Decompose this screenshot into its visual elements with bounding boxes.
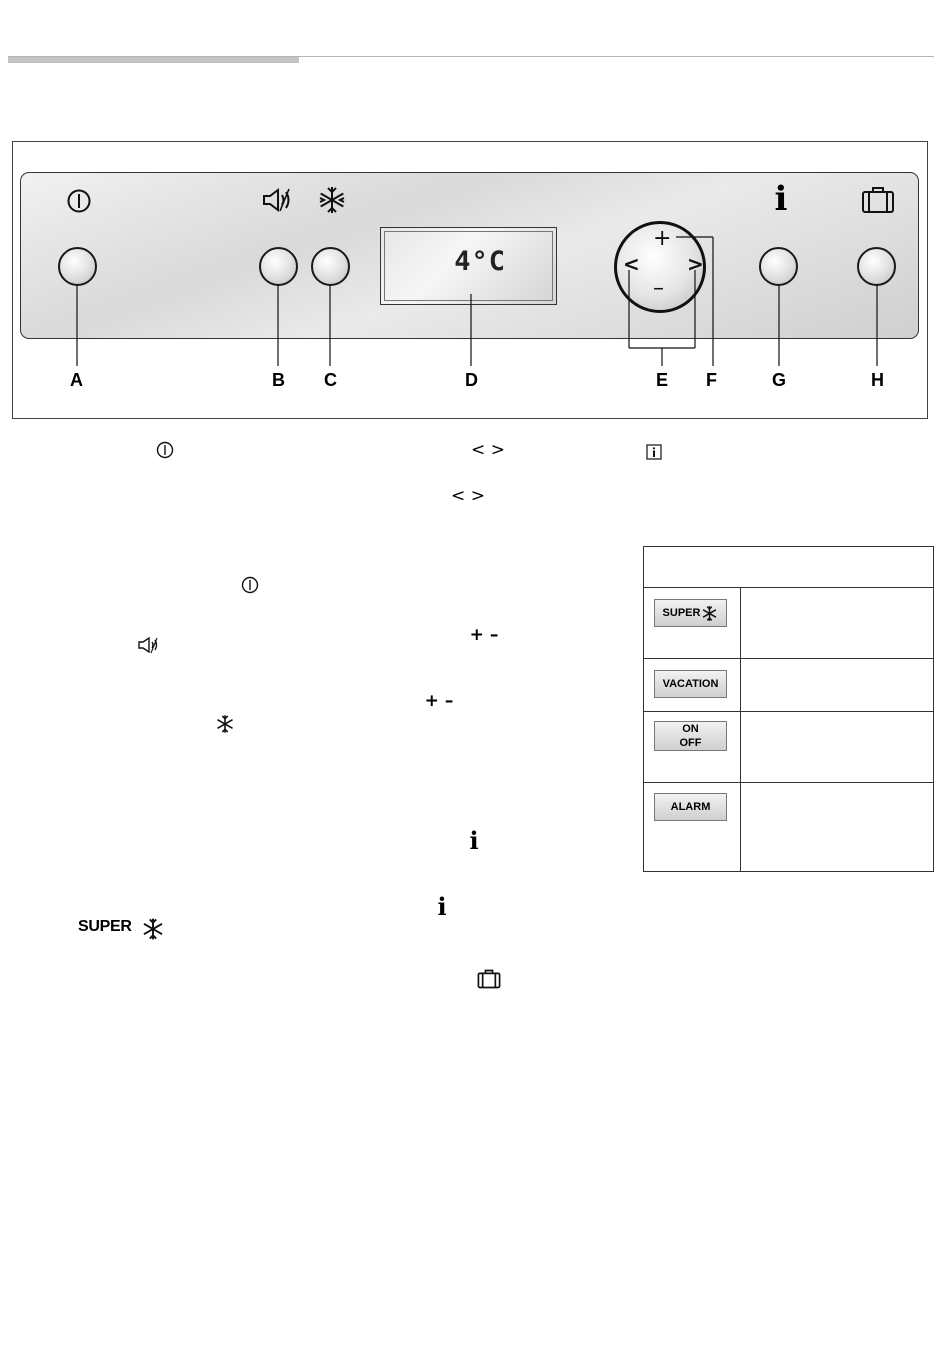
table-divider: [644, 711, 933, 712]
callout-b: B: [272, 370, 285, 390]
info-icon: [645, 443, 663, 461]
plus-minus-symbol: + –: [424, 691, 454, 711]
dial-left[interactable]: <: [623, 252, 640, 276]
dial-right[interactable]: >: [687, 252, 704, 276]
power-icon: [240, 575, 260, 595]
snowflake-icon: [701, 605, 718, 622]
info-icon: i: [437, 891, 447, 921]
control-panel-figure: [12, 141, 928, 419]
callout-f: F: [706, 370, 717, 390]
header-rule-accent: [8, 57, 299, 63]
snowflake-icon: [140, 916, 166, 942]
on-off-badge: ON OFF: [654, 721, 727, 751]
plus-minus-symbol: + –: [469, 625, 499, 645]
table-divider: [644, 658, 933, 659]
super-badge-label: SUPER: [662, 607, 701, 619]
callout-g: G: [772, 370, 787, 390]
power-icon: [155, 440, 175, 460]
alarm-mute-icon: [136, 636, 162, 654]
super-badge: [654, 599, 727, 627]
callout-d: D: [465, 370, 478, 390]
suitcase-icon: [476, 968, 502, 990]
snowflake-icon: [214, 713, 236, 735]
info-icon: i: [774, 179, 788, 219]
callout-e: E: [656, 370, 669, 390]
table-column-divider: [740, 587, 741, 872]
dial-plus[interactable]: +: [653, 226, 672, 251]
callout-c: C: [324, 370, 337, 390]
arrows-symbol: < >: [471, 440, 505, 460]
dial-minus[interactable]: –: [653, 276, 664, 301]
arrows-symbol: < >: [451, 486, 485, 506]
callout-h: H: [871, 370, 884, 390]
vacation-badge: VACATION: [654, 670, 727, 698]
info-icon: i: [469, 825, 479, 855]
display-value: 4°C: [454, 246, 506, 277]
display-indicator-table: [643, 546, 934, 872]
callout-a: A: [70, 370, 83, 390]
table-divider: [644, 782, 933, 783]
super-freeze-label: SUPER: [78, 918, 132, 935]
table-divider: [644, 587, 933, 588]
alarm-badge: ALARM: [654, 793, 727, 821]
